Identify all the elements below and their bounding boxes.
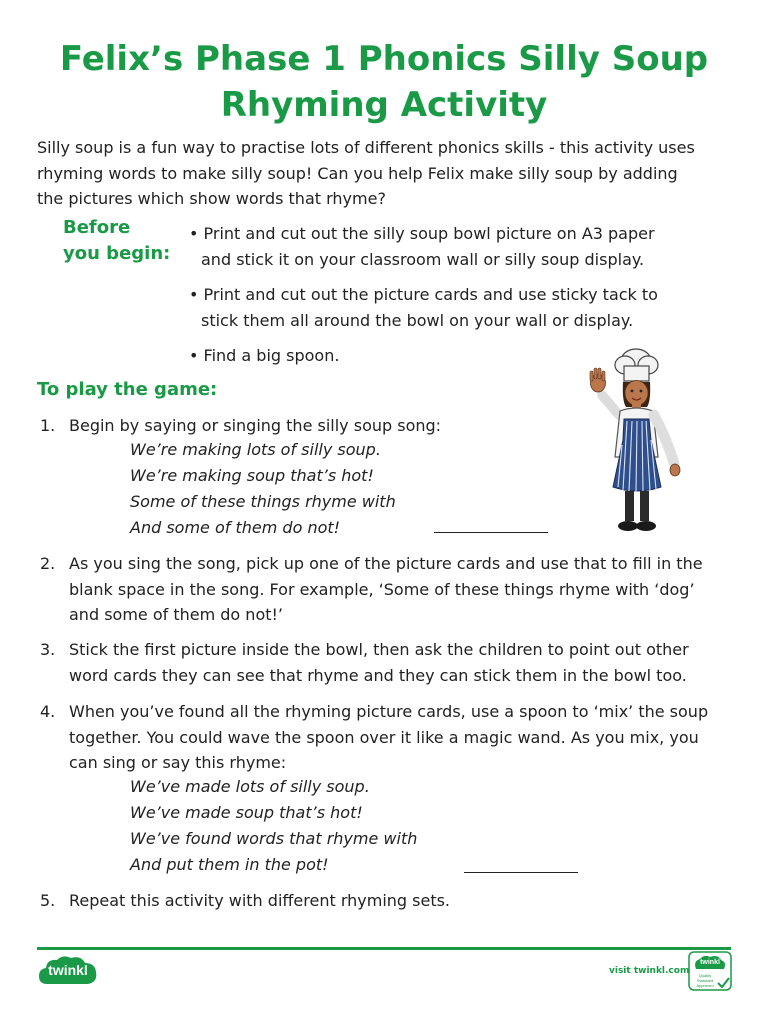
- before-you-begin-heading: [63, 215, 170, 267]
- step-line: blank space in the song. For example, ‘Some of these things rhyme with ‘dog’: [69, 579, 695, 599]
- bullet-line: stick them all around the bowl on your wall or display.: [201, 310, 634, 330]
- title-line-1: Felix’s Phase 1 Phonics Silly Soup: [59, 39, 709, 79]
- step-text: [69, 551, 735, 628]
- chef-hat: [615, 349, 658, 381]
- visit-link[interactable]: visit twinkl.com: [609, 966, 690, 976]
- bullet-item: [189, 221, 709, 272]
- song-line: We’ve made soup that’s hot!: [130, 803, 363, 822]
- intro-line: Silly soup is a fun way to practise lots of different phonics skills - this activity uses: [37, 138, 695, 157]
- intro-line: the pictures which show words that rhyme?: [37, 189, 386, 208]
- bullet-line: • Print and cut out the picture cards and use sticky tack to: [189, 285, 658, 304]
- song-line: We’ve found words that rhyme with: [130, 829, 418, 848]
- bullet-line: and stick it on your classroom wall or silly soup display.: [201, 249, 645, 269]
- fill-in-blank-line: [434, 532, 548, 533]
- intro-line: rhyming words to make silly soup! Can you help Felix make silly soup by adding: [37, 163, 678, 183]
- step-line: and some of them do not!’: [69, 605, 283, 624]
- badge-logo-text: twinkl: [700, 959, 720, 966]
- fill-in-blank-line: [464, 872, 578, 873]
- step-line: can sing or say this rhyme:: [69, 753, 287, 772]
- title-line-2: Rhyming Activity: [220, 85, 548, 125]
- step-line: word cards they can see that rhyme and they can stick them in the bowl too.: [69, 665, 687, 685]
- bullet-line: • Find a big spoon.: [189, 346, 340, 365]
- step-number: 3.: [40, 640, 56, 659]
- step-line: As you sing the song, pick up one of the picture cards and use that to fill in the: [69, 554, 703, 573]
- step-text: [69, 637, 735, 688]
- song-line: We’ve made lots of silly soup.: [130, 777, 370, 796]
- step-text: [69, 699, 735, 776]
- step-line: Stick the first picture inside the bowl, then ask the children to point out other: [69, 640, 689, 659]
- step-number: 1.: [40, 416, 56, 435]
- bullet-line: • Print and cut out the silly soup bowl picture on A3 paper: [189, 224, 655, 243]
- song-line: And some of them do not!: [130, 518, 341, 537]
- chef-illustration: [582, 345, 692, 547]
- badge-caption: Quality Standard Approved: [696, 973, 714, 988]
- step-number: 4.: [40, 702, 56, 721]
- twinkl-logo[interactable]: [37, 954, 99, 988]
- to-play-heading: To play the game:: [37, 379, 218, 400]
- song-verse-2: [130, 774, 417, 878]
- step-line: Repeat this activity with different rhyming sets.: [69, 891, 451, 910]
- intro-paragraph: [37, 135, 733, 212]
- step-line: When you’ve found all the rhyming picture cards, use a spoon to ‘mix’ the soup: [69, 702, 709, 721]
- song-line: Some of these things rhyme with: [130, 492, 396, 511]
- step-number: 2.: [40, 554, 56, 573]
- bullet-item: [189, 282, 709, 333]
- step-line: Begin by saying or singing the silly soup song:: [69, 416, 442, 435]
- song-line: We’re making lots of silly soup.: [130, 440, 381, 459]
- song-verse-1: [130, 437, 396, 541]
- song-line: We’re making soup that’s hot!: [130, 466, 374, 485]
- heading-line: Before: [63, 217, 131, 238]
- footer-divider: [37, 947, 731, 950]
- step-text: [69, 888, 735, 914]
- twinkl-logo-text: twinkl: [48, 962, 88, 978]
- heading-line: you begin:: [63, 243, 171, 264]
- page-title: [0, 36, 768, 128]
- waving-hand: [590, 368, 606, 392]
- quality-badge-icon: [688, 951, 732, 991]
- step-number: 5.: [40, 891, 56, 910]
- step-line: together. You could wave the spoon over it like a magic wand. As you mix, you: [69, 727, 699, 747]
- song-line: And put them in the pot!: [130, 855, 329, 874]
